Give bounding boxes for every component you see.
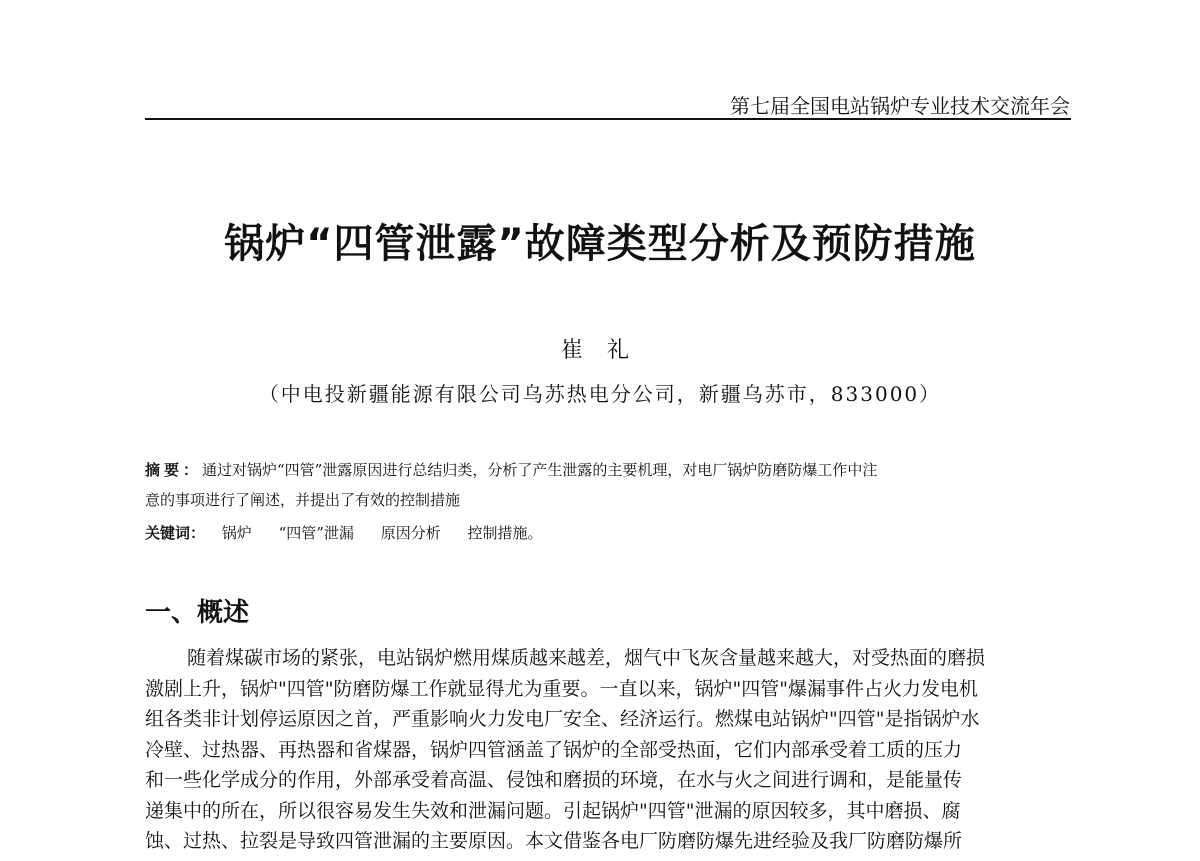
abstract-line-1 [145, 455, 1071, 485]
body-line: 组各类非计划停运原因之首，严重影响火力发电厂安全、经济运行。燃煤电站锅炉"四管"是指锅炉水 [145, 708, 980, 730]
keyword-item: 原因分析 [380, 524, 441, 542]
abstract-text-1: 通过对锅炉“四管”泄露原因进行总结归类，分析了产生泄露的主要机理，对电厂锅炉防磨防爆工作中注 [202, 461, 878, 479]
body-line: 和一些化学成分的作用，外部承受着高温、侵蚀和磨损的环境，在水与火之间进行调和，是能量传 [145, 769, 963, 791]
body-line: 冷壁、过热器、再热器和省煤器，锅炉四管涵盖了锅炉的全部受热面，它们内部承受着工质的压力 [145, 738, 963, 761]
body-line: 递集中的所在，所以很容易发生失效和泄漏问题。引起锅炉"四管"泄漏的原因较多，其中磨损、腐 [145, 799, 961, 822]
author-affiliation: （中电投新疆能源有限公司乌苏热电分公司，新疆乌苏市，833000） [258, 382, 942, 406]
keywords [145, 518, 1071, 548]
abstract [145, 455, 1071, 515]
body-line: 蚀、过热、拉裂是导致四管泄漏的主要原因。本文借鉴各电厂防磨防爆先进经验及我厂防磨防爆所 [145, 830, 963, 852]
header-rule [145, 118, 1071, 120]
section-heading: 一、概述 [145, 598, 250, 628]
section-body [145, 643, 1071, 857]
running-head: 第七届全国电站锅炉专业技术交流年会 [730, 94, 1070, 118]
keyword-item: “四管”泄漏 [278, 524, 354, 542]
body-line: 激剧上升，锅炉"四管"防磨防爆工作就显得尤为重要。一直以来，锅炉"四管"爆漏事件占火力发电机 [145, 677, 978, 700]
author-name: 崔礼 [560, 338, 653, 363]
abstract-label: 摘要： [145, 461, 203, 479]
paper-title: 锅炉“四管泄露”故障类型分析及预防措施 [224, 221, 976, 267]
keyword-item: 控制措施。 [467, 524, 543, 542]
keywords-label: 关键词： [145, 524, 206, 542]
body-line: 随着煤碳市场的紧张，电站锅炉燃用煤质越来越差，烟气中飞灰含量越来越大，对受热面的磨损 [187, 647, 986, 669]
abstract-line-2: 意的事项进行了阐述，并提出了有效的控制措施 [145, 491, 461, 509]
keyword-item: 锅炉 [221, 524, 252, 542]
